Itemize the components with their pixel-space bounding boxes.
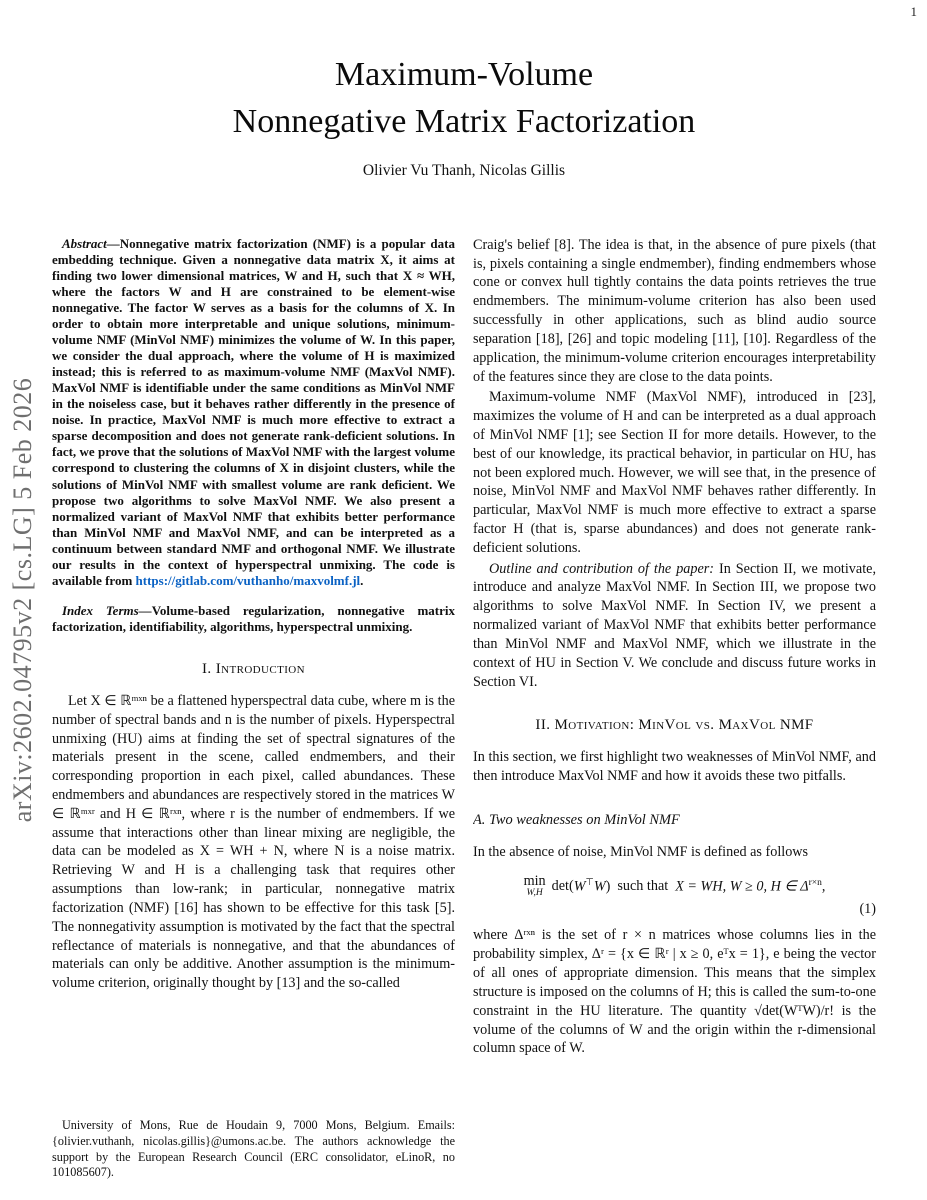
paper-content	[52, 30, 876, 1181]
index-terms-label: Index Terms—	[62, 602, 152, 618]
left-column	[52, 236, 455, 1181]
authors: Olivier Vu Thanh, Nicolas Gillis	[362, 161, 566, 179]
paragraph-simplex-explanation: where Δʳˣⁿ is the set of r × n matrices whose columns lies in the probability simplex, Δʳ = {x ∈ ℝʳ | x ≥ 0, eᵀx = 1}, e being the vector of all ones of appropriate dimension. This means that the simplex structure is imposed on the columns of H; this is called the sum-to-one constraint in the HU literature. The quantity √det(WᵀW)/r! is the volume of the columns of W and the origin within the r-dimensional column space of W.	[473, 927, 876, 1057]
equation-1-body	[473, 874, 876, 899]
paper-title-line1: Maximum-Volume	[334, 56, 594, 93]
paper-title	[52, 52, 876, 146]
two-column-layout	[52, 236, 876, 1181]
det-operator: det(	[551, 878, 574, 895]
index-terms-paragraph	[52, 603, 455, 635]
equation-number: (1)	[859, 901, 876, 918]
paragraph-section2-intro: In this section, we first highlight two weaknesses of MinVol NMF, and then introduce MaxVol NMF and how it avoids these two pitfalls.	[473, 749, 876, 785]
abstract-text: Nonnegative matrix factorization (NMF) is a popular data embedding technique. Given a nonnegative data matrix X, it aims at finding two lower dimensional matrices, W and H, such that X ≈ WH, where the factors W and H are constrained to be element-wise nonnegative. The factor W serves as a basis for the columns of X. In order to obtain more interpretable and unique solutions, minimum-volume NMF (MinVol NMF) minimizes the volume of W. In this paper, we consider the dual approach, where the volume of H is maximized instead; this is referred to as maximum-volume NMF (MaxVol NMF). MaxVol NMF is identifiable under the same conditions as MinVol NMF in the noiseless case, but it behaves rather differently in the presence of noise. In practice, MaxVol NMF is much more effective to extract a sparse decomposition and does not generate rank-deficient solutions. In fact, we prove that the solutions of MaxVol NMF with the largest volume correspond to clustering the columns of X in disjoint clusters, while the solutions of MinVol NMF with smallest volume are rank deficient. We propose two algorithms to solve MaxVol NMF. We also present a normalized variant of MaxVol NMF that exhibits better performance than MinVol NMF and MaxVol NMF, and can be interpreted as a continuum between standard NMF and orthogonal NMF. We illustrate our results in the context of hyperspectral unmixing. The code is available from	[52, 235, 455, 588]
arxiv-stamp: arXiv:2602.04795v2 [cs.LG] 5 Feb 2026	[8, 377, 37, 823]
affiliation-footnote: University of Mons, Rue de Houdain 9, 7000 Mons, Belgium. Emails: {olivier.vuthanh, nicolas.gillis}@umons.ac.be. The authors acknowledge the support by the European Research Council (ERC consolidator, eLinoR, no 101085607).	[52, 1108, 455, 1180]
right-column	[473, 236, 876, 1181]
paragraph-outline	[473, 560, 876, 692]
introduction-paragraph: Let X ∈ ℝᵐˣⁿ be a flattened hyperspectral data cube, where m is the number of spectral bands and n is the number of pixels. Hyperspectral unmixing (HU) aims at finding the set of spectral signatures of the materials present in the scene, called endmembers, and their corresponding proportion in each pixel, called abundances. These endmembers and abundances are respectively stored in the matrices W ∈ ℝᵐˣʳ and H ∈ ℝʳˣⁿ, where r is the number of endmembers. If we assume that interactions other than linear mixing are negligible, the data can be modeled as X = WH + N, where N is a noise matrix. Retrieving W and H is a challenging task that requires other assumptions than low-rank; in particular, nonnegative matrix factorization (NMF) [16] has shown to be effective for this task [5]. The nonnegativity assumption is motivated by the fact that the spectral reflectance of materials is nonnegative, and that the abundances of materials can only be additive. Another assumption is the minimum-volume criterion, originally thought by [13] and the so-called	[52, 692, 455, 992]
trailing-comma: ,	[821, 878, 826, 895]
section-2-heading: II. Motivation: MinVol vs. MaxVol NMF	[535, 717, 814, 734]
abstract-paragraph	[52, 236, 455, 589]
code-repository-link[interactable]: https://gitlab.com/vuthanho/maxvolmf.jl	[135, 572, 361, 588]
equation-1	[473, 874, 876, 919]
paper-title-line2: Nonnegative Matrix Factorization	[232, 102, 696, 140]
paragraph-minvol-definition: In the absence of noise, MinVol NMF is defined as follows	[473, 843, 809, 860]
paragraph-maxvol-intro: Maximum-volume NMF (MaxVol NMF), introduced in [23], maximizes the volume of H and can be interpreted as a dual approach of MinVol NMF [1]; see Section II for more details. However, to the best of our knowledge, its practical behavior, in particular on HU, has not been explored much. However, we will see that, in the presence of noise, MinVol NMF and MaxVol NMF behaves rather differently. In particular, MaxVol NMF is much more effective to extract a sparse factor H (that is, sparse abundances) and does not generate rank-deficient solutions.	[473, 389, 876, 556]
close-paren: )	[605, 878, 611, 895]
simplex-superscript: r×n	[808, 877, 822, 888]
page-number: 1	[910, 4, 917, 19]
constraints-expression: X = WH, W ≥ 0, H ∈ Δ	[675, 878, 809, 895]
matrix-w2: W	[593, 878, 606, 895]
abstract-period: .	[360, 572, 364, 588]
outline-lead: Outline and contribution of the paper:	[489, 560, 715, 577]
abstract-label: Abstract—	[62, 235, 120, 251]
paragraph-craigs-belief: Craig's belief [8]. The idea is that, in the absence of pure pixels (that is, pixels containing a single endmember), finding endmembers whose cone or convex hull tightly contains the data points retrieves the true endmembers. The minimum-volume criterion has also been used successfully in other applications, such as blind audio source separation [18], [26] and topic modeling [11], [10]. Regardless of the application, the minimum-volume criterion encourages interpretability of the features since they are close to the data points.	[473, 236, 876, 385]
matrix-w: W	[573, 878, 586, 895]
min-subscript: W,H	[526, 887, 543, 898]
min-label: min	[523, 872, 546, 889]
outline-text: In Section II, we motivate, introduce and analyze MaxVol NMF. In Section III, we propose two algorithms to solve MaxVol NMF. In Section IV, we present a normalized variant of MaxVol NMF that exhibits better performance than MinVol NMF and MaxVol NMF, which we illustrate in the context of HU in Section V. We conclude and discuss future works in Section VI.	[473, 560, 876, 690]
such-that-text: such that	[617, 878, 669, 895]
subsection-a-heading: A. Two weaknesses on MinVol NMF	[473, 811, 680, 828]
index-terms-text: Volume-based regularization, nonnegative matrix factorization, identifiability, algorithms, hyperspectral unmixing.	[52, 602, 455, 634]
equation-expression	[550, 877, 826, 896]
section-1-heading: I. Introduction	[202, 660, 305, 677]
min-operator	[524, 874, 546, 899]
transpose-symbol: ⊤	[585, 877, 594, 888]
